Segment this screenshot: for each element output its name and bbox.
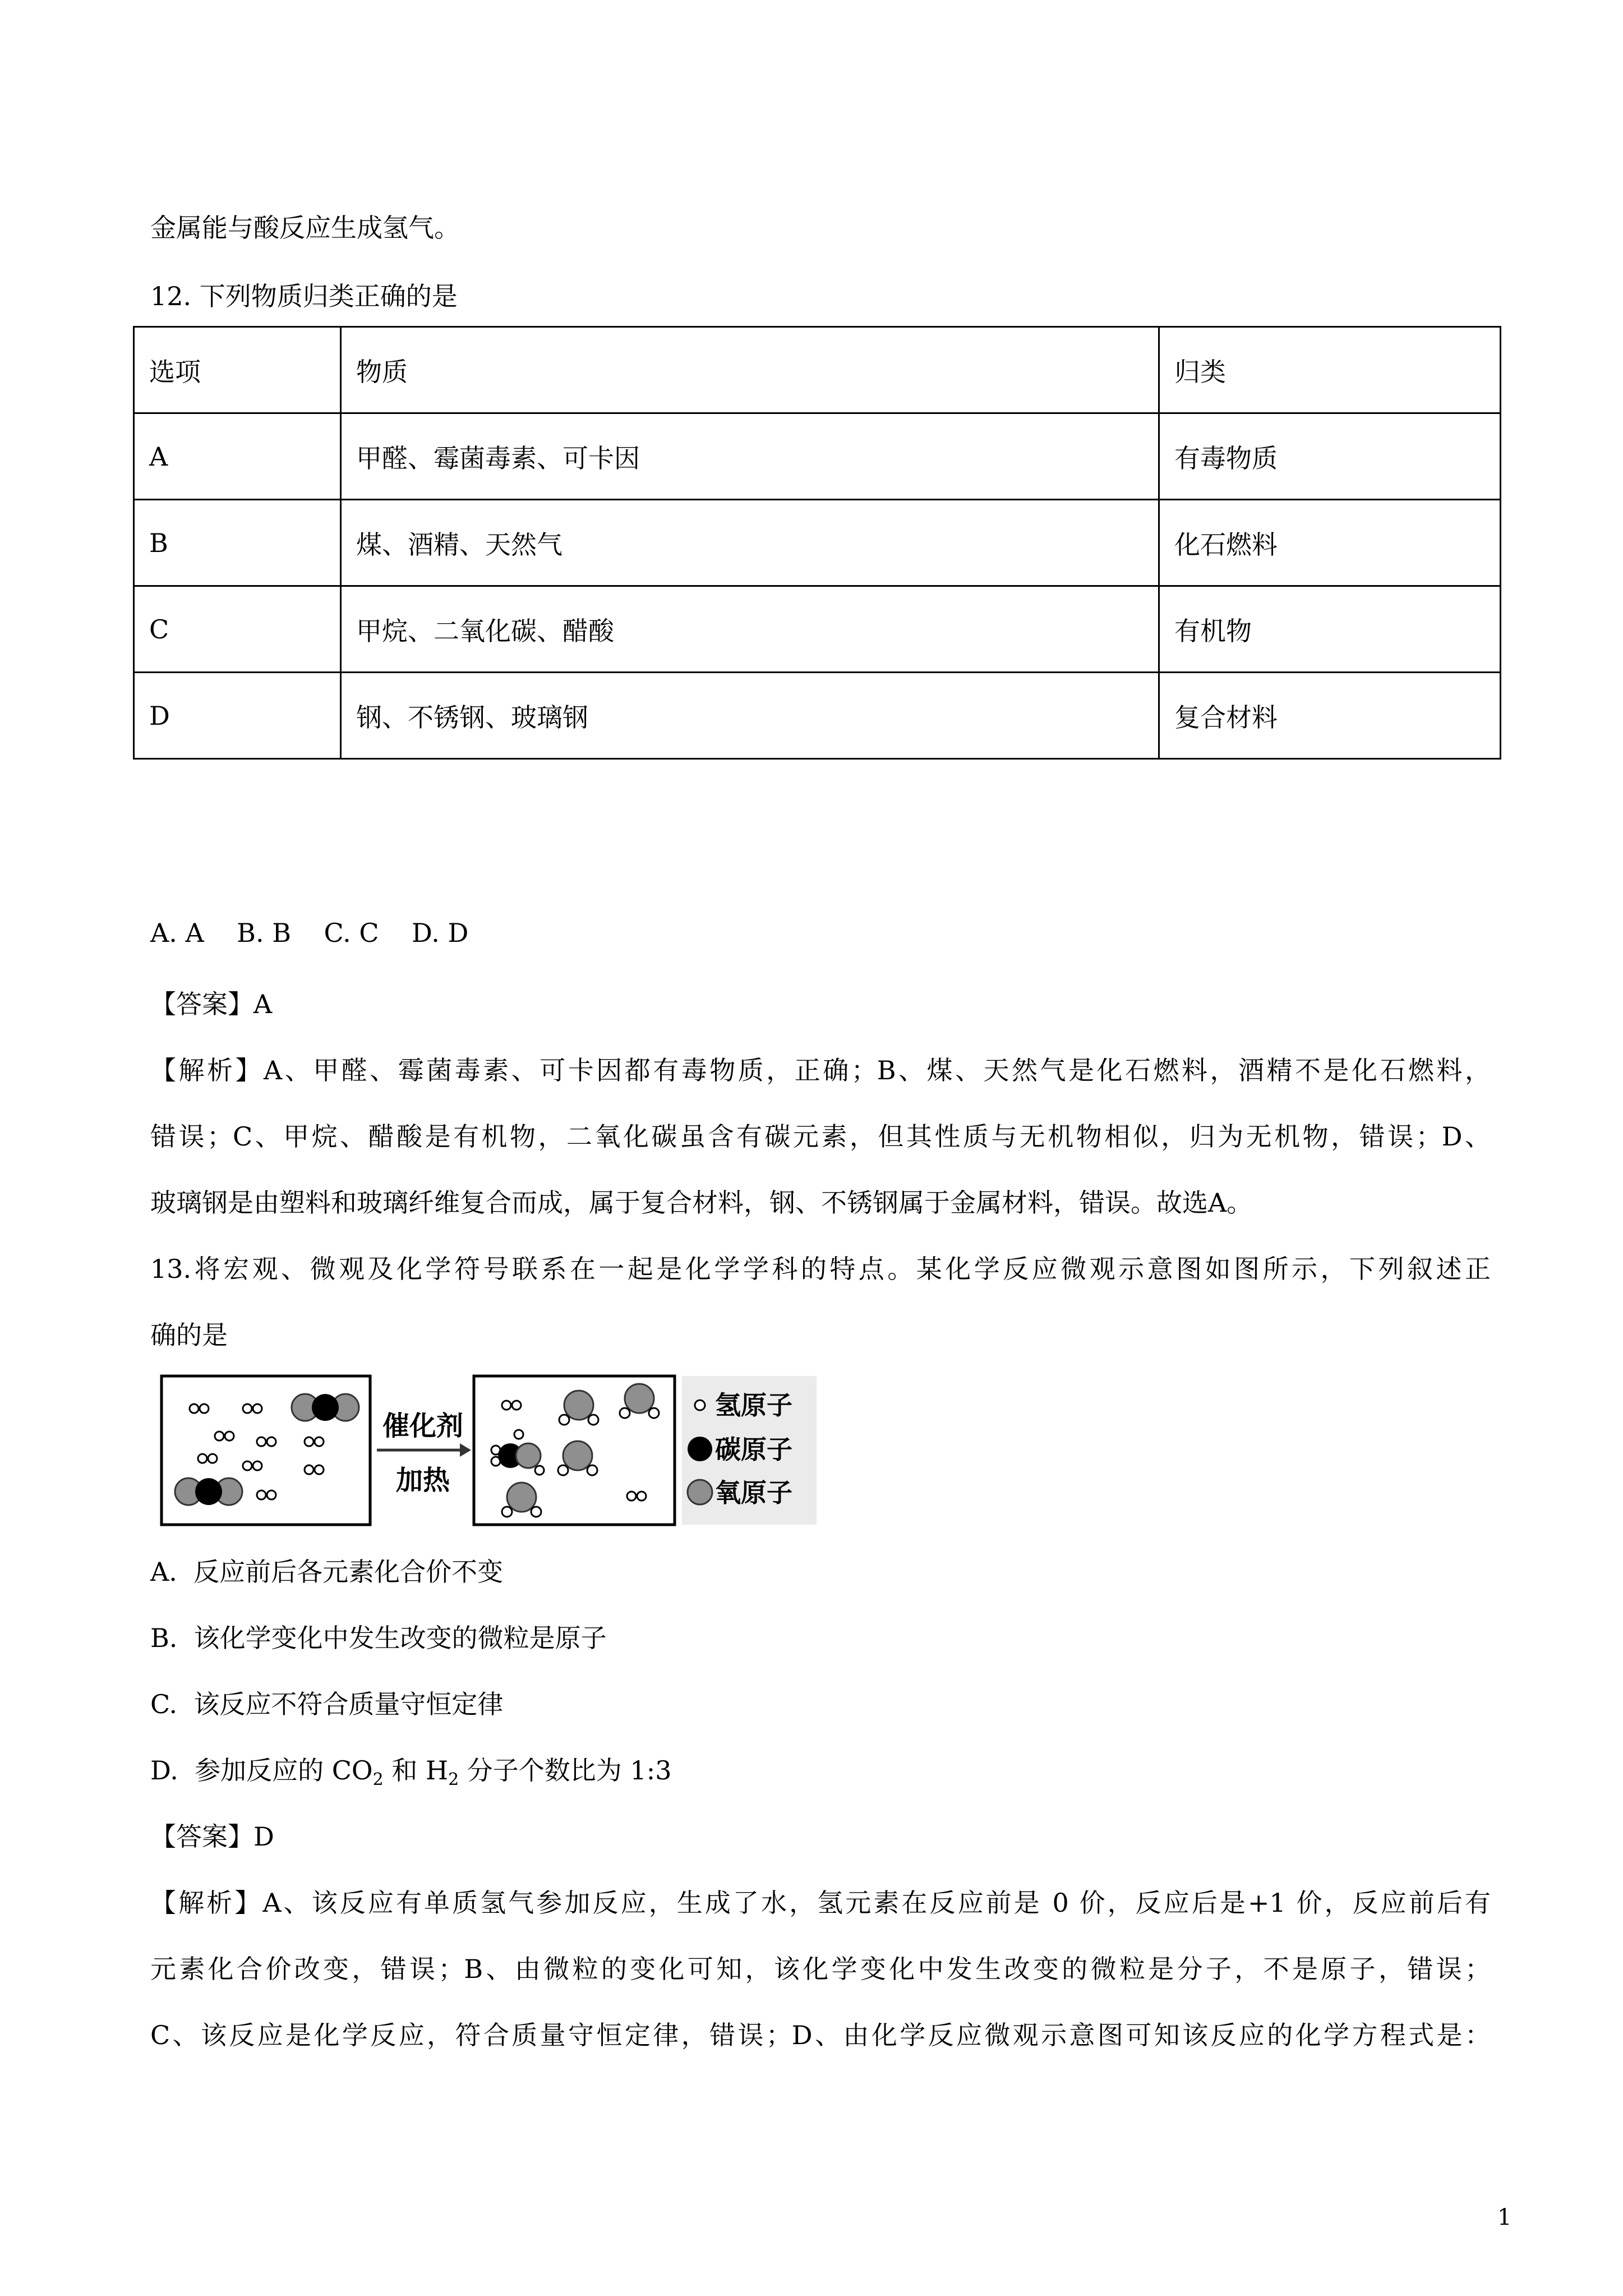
table-header-row	[134, 327, 1501, 413]
table-row	[134, 500, 1501, 586]
cell-category: 化石燃料	[1159, 500, 1501, 586]
question-13-analysis: 【解析】A、该反应有单质氢气参加反应，生成了水，氢元素在反应前是 0 价，反应后是+1 价，反应前后有	[150, 1888, 1491, 1918]
header-category: 归类	[1159, 327, 1501, 413]
legend	[682, 1376, 817, 1525]
question-12-stem: 12. 下列物质归类正确的是	[150, 281, 458, 311]
header-substance: 物质	[341, 327, 1159, 413]
question-13-stem: 13.将宏观、微观及化学符号联系在一起是化学学科的特点。某化学反应微观示意图如图所示，下列叙述正	[150, 1254, 1491, 1284]
reactants-box	[162, 1376, 370, 1525]
option-d-text: 分子个数比为 1:3	[459, 1755, 672, 1786]
cell-substance: 甲醛、霉菌毒素、可卡因	[341, 413, 1159, 500]
hydrogen-atom-icon	[695, 1400, 705, 1410]
products-box	[474, 1376, 675, 1525]
question-12-analysis: 错误；C、甲烷、醋酸是有机物，二氧化碳虽含有碳元素，但其性质与无机物相似，归为无机物，错误；D、	[150, 1121, 1491, 1152]
page-number: 1	[1497, 2205, 1512, 2230]
cell-option: A	[134, 413, 341, 500]
catalyst-label: 催化剂	[382, 1410, 464, 1442]
heating-label: 加热	[395, 1465, 450, 1496]
cell-substance: 煤、酒精、天然气	[341, 500, 1159, 586]
cell-category: 有机物	[1159, 586, 1501, 673]
question-13-option-d	[150, 1750, 671, 1789]
question-12-analysis: 玻璃钢是由塑料和玻璃纤维复合而成，属于复合材料，钢、不锈钢属于金属材料，错误。故选A。	[150, 1188, 1253, 1218]
reaction-diagram	[157, 1372, 819, 1529]
question-13-option-c: C. 该反应不符合质量守恒定律	[150, 1689, 504, 1719]
question-13-option-a: A. 反应前后各元素化合价不变	[150, 1557, 504, 1587]
question-12-analysis: 【解析】A、甲醛、霉菌毒素、可卡因都有毒物质，正确；B、煤、天然气是化石燃料，酒精不是化石燃料，	[150, 1055, 1491, 1085]
question-13-option-b: B. 该化学变化中发生改变的微粒是原子	[150, 1623, 607, 1653]
subscript: 2	[372, 1770, 384, 1790]
table-row	[134, 413, 1501, 500]
cell-option: C	[134, 586, 341, 673]
question-13-answer: 【答案】D	[150, 1821, 274, 1852]
cell-option: D	[134, 673, 341, 759]
question-13-stem: 确的是	[150, 1320, 228, 1350]
option-d-text: D. 参加反应的 CO	[150, 1755, 373, 1786]
text-line: 金属能与酸反应生成氢气。	[150, 213, 460, 243]
co2-molecule	[175, 1478, 242, 1505]
question-13-analysis: C、该反应是化学反应，符合质量守恒定律，错误；D、由化学反应微观示意图可知该反应的化学方程式是：	[150, 2020, 1491, 2050]
table-row	[134, 673, 1501, 759]
cell-substance: 钢、不锈钢、玻璃钢	[341, 673, 1159, 759]
option-d-text: 和 H	[383, 1755, 449, 1786]
carbon-atom-icon	[688, 1437, 712, 1461]
question-12-options: A. A B. B C. C D. D	[150, 918, 469, 948]
question-12-answer: 【答案】A	[150, 989, 273, 1019]
oxygen-atom-icon	[688, 1480, 712, 1504]
header-option: 选项	[134, 327, 341, 413]
reaction-arrow	[377, 1443, 471, 1457]
subscript: 2	[448, 1770, 459, 1790]
cell-category: 复合材料	[1159, 673, 1501, 759]
cell-category: 有毒物质	[1159, 413, 1501, 500]
cell-option: B	[134, 500, 341, 586]
table-row	[134, 586, 1501, 673]
legend-oxygen: 氧原子	[715, 1478, 792, 1508]
cell-substance: 甲烷、二氧化碳、醋酸	[341, 586, 1159, 673]
legend-hydrogen: 氢原子	[715, 1390, 792, 1420]
question-12-table	[133, 326, 1501, 760]
question-13-analysis: 元素化合价改变，错误；B、由微粒的变化可知，该化学变化中发生改变的微粒是分子，不是原子，错误；	[150, 1954, 1491, 1984]
co2-molecule	[292, 1394, 359, 1421]
legend-carbon: 碳原子	[715, 1434, 792, 1465]
